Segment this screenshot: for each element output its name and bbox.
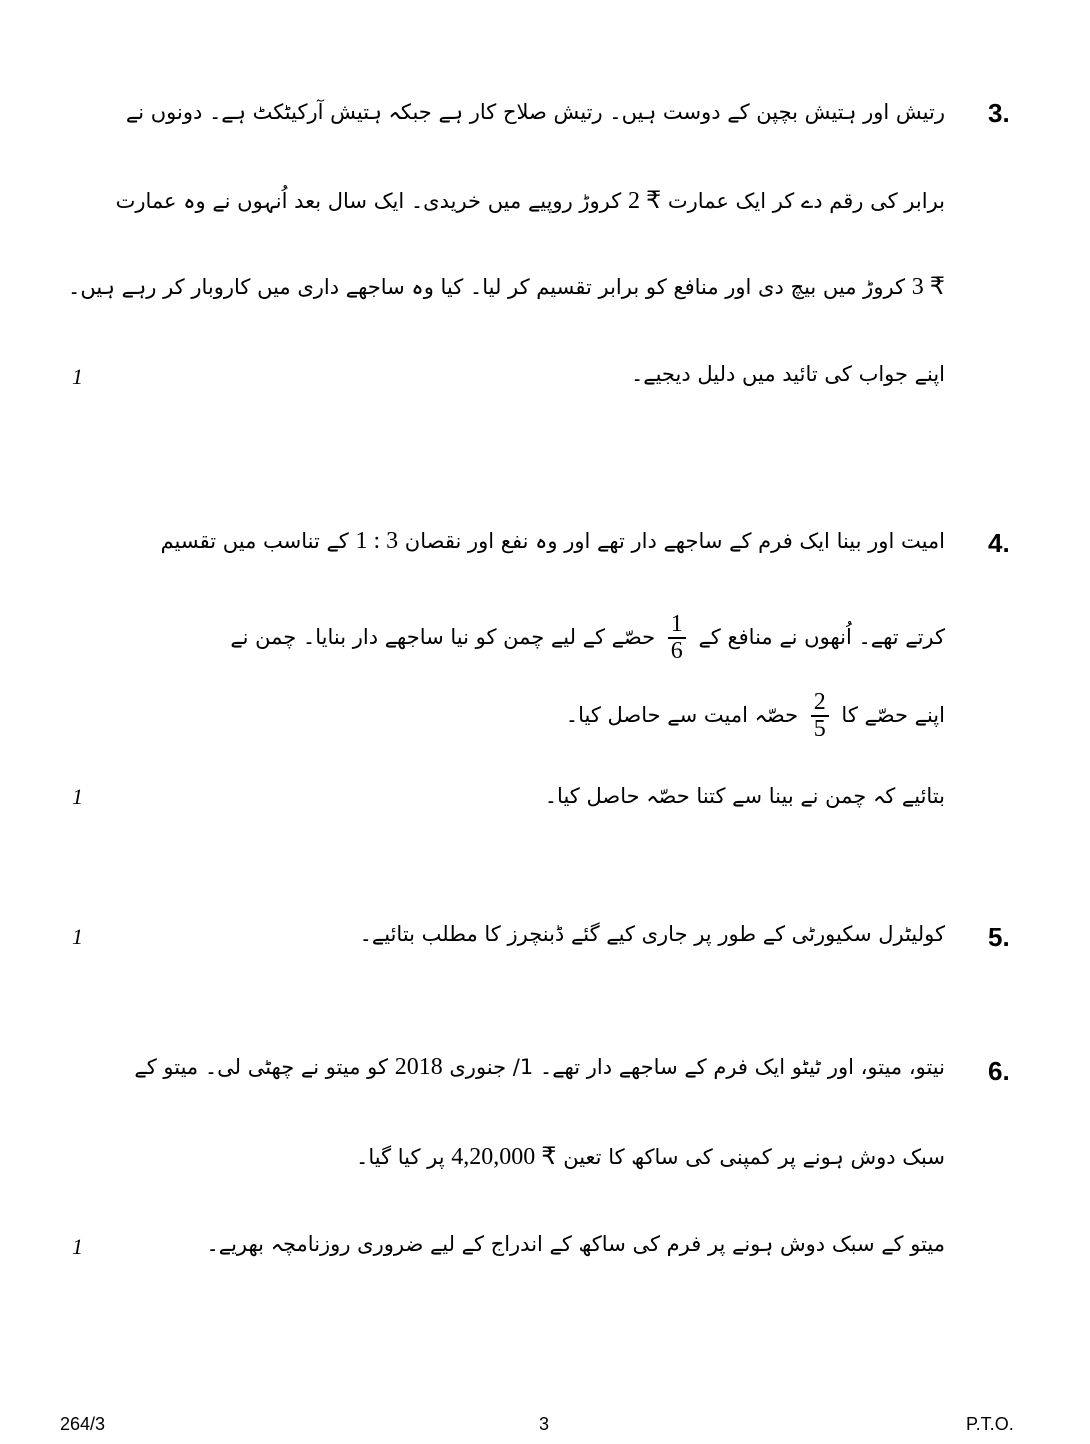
page-number: 3	[539, 1414, 550, 1434]
question-4-line-4: بتائیے کہ چمن نے بینا سے کتنا حصّہ حاصل کیا۔	[544, 784, 945, 808]
question-4-line-1	[161, 528, 945, 555]
question-6-line-2-pre: سبک دوش ہونے پر کمپنی کی ساکھ کا تعین	[556, 1145, 945, 1169]
fraction-two-fifths	[811, 690, 829, 742]
question-3-marks: 1	[72, 364, 83, 389]
question-3-line-3	[68, 272, 945, 301]
fraction-denominator: 6	[670, 638, 683, 665]
question-4-line-3-pre: اپنے حصّے کا	[834, 703, 945, 728]
question-3-line-2-pre: برابر کی رقم دے کر ایک عمارت	[661, 189, 945, 213]
question-6-number: 6.	[988, 1056, 1010, 1086]
question-4-line-3-post: حصّہ امیت سے حاصل کیا۔	[565, 703, 805, 728]
question-5-marks: 1	[72, 924, 83, 949]
question-6-line-2-post: پر کیا گیا۔	[356, 1145, 452, 1169]
question-6-line-1-post: کو میتو نے چھٹی لی۔ میتو کے	[134, 1055, 395, 1079]
fraction-numerator: 1	[668, 612, 686, 639]
question-3-amount-2-crore: 2 ₹	[627, 188, 662, 214]
question-4-marks: 1	[72, 784, 83, 809]
question-6-line-1-pre: نیتو، میتو، اور ٹیٹو ایک فرم کے ساجھے دار تھے۔ 1/ جنوری	[442, 1055, 945, 1079]
please-turn-over: P.T.O.	[966, 1414, 1014, 1434]
fraction-one-sixth	[668, 612, 686, 664]
fraction-numerator: 2	[811, 690, 829, 717]
question-4-line-3	[566, 690, 945, 742]
question-4-line-2-post: حصّے کے لیے چمن کو نیا ساجھے دار بنایا۔ چمن نے	[230, 625, 662, 650]
question-4-number: 4.	[988, 528, 1010, 558]
paper-code: 264/3	[60, 1414, 106, 1434]
fraction-denominator: 5	[813, 716, 826, 743]
question-4-line-1-post: کے تناسب میں تقسیم	[160, 529, 356, 553]
question-4-line-2-pre: کرتے تھے۔ اُنھوں نے منافع کے	[691, 625, 945, 650]
question-5-number: 5.	[988, 922, 1010, 952]
question-6-year: 2018	[394, 1054, 443, 1080]
question-3-line-2-post: کروڑ روپیے میں خریدی۔ ایک سال بعد اُنہوں نے وہ عمارت	[115, 189, 628, 213]
question-3-line-3-post: کروڑ میں بیچ دی اور منافع کو برابر تقسیم کر لیا۔ کیا وہ ساجھے داری میں کاروبار کر رہے ہیں۔	[68, 275, 912, 299]
question-6-goodwill-amount: 4,20,000 ₹	[451, 1144, 557, 1170]
question-6-marks: 1	[72, 1234, 83, 1259]
question-3-amount-3-crore: 3 ₹	[911, 274, 945, 300]
question-6-line-3: میتو کے سبک دوش ہونے پر فرم کی ساکھ کے اندراج کے لیے ضروری روزنامچہ بھریے۔	[206, 1232, 945, 1256]
question-3-line-4: اپنے جواب کی تائید میں دلیل دیجیے۔	[630, 362, 945, 386]
question-4-line-2	[230, 612, 945, 664]
question-4-ratio: 1 : 3	[355, 528, 399, 554]
question-6-line-2	[356, 1142, 945, 1171]
question-3-number: 3.	[988, 98, 1010, 128]
question-4-line-1-pre: امیت اور بینا ایک فرم کے ساجھے دار تھے اور وہ نفع اور نقصان	[398, 529, 945, 553]
question-5-line-1: کولیٹرل سکیورٹی کے طور پر جاری کیے گئے ڈبنچرز کا مطلب بتائیے۔	[359, 922, 945, 946]
question-3-line-1: رتیش اور ہتیش بچپن کے دوست ہیں۔ رتیش صلاح کار ہے جبکہ ہتیش آرکیٹکٹ ہے۔ دونوں نے	[125, 100, 945, 124]
question-6-line-1	[134, 1054, 945, 1081]
question-3-line-2	[116, 186, 945, 215]
